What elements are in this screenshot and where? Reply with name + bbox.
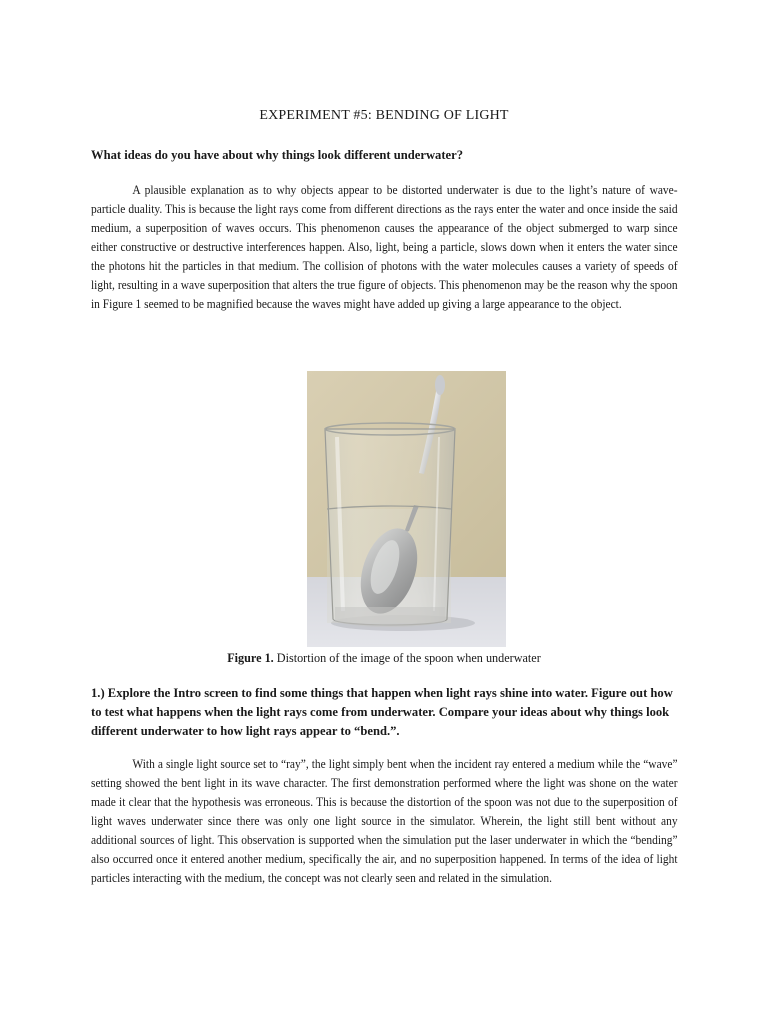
figure-caption — [0, 651, 768, 666]
figure-caption-text: Distortion of the image of the spoon when underwater — [276, 651, 541, 665]
paragraph-one: With a single light source set to “ray”, the light simply bent when the incident ray entered a medium while the “wave” setting showed the bent light in its wave character. The first demonstration performed where the light was shone on the water made it clear that the hypothesis was erroneous. This is because the distortion of the spoon was not due to the superposition of light waves underwater since there was only one light source in the simulator. Wherein, the light still bent without any additional sources of light. This observation is supported when the simulation put the laser underwater in which the “bending” also occurred once it entered another medium, specifically the air, and no superposition happened. In terms of the idea of light particles interacting with the medium, the concept was not clearly seen and related in the simulation. — [91, 757, 678, 885]
question-one: 1.) Explore the Intro screen to find some things that happen when light rays shine into water. Figure out how to test what happens when the light rays come from underwater. Compare your ideas about why things look different underwater to how light rays appear to “bend.”. — [91, 686, 673, 738]
document-title: EXPERIMENT #5: BENDING OF LIGHT — [259, 108, 509, 123]
figure-label: Figure 1. — [227, 651, 274, 665]
question-main: What ideas do you have about why things look different underwater? — [91, 148, 464, 162]
figure-spoon-in-glass-photo — [307, 371, 506, 647]
paragraph-main: A plausible explanation as to why objects appear to be distorted underwater is due to the light’s nature of wave-particle duality. This is because the light rays come from different directions as the rays enter the water and once inside the said medium, a superposition of waves occurs. This phenomenon causes the appearance of the object submerged to warp since either constructive or destructive interferences happen. Also, light, being a particle, slows down when it enters the water since the photons hit the particles in that medium. The collision of photons with the water molecules causes a variety of speeds of light, resulting in a wave superposition that alters the true figure of objects. This phenomenon may be the reason why the spoon in Figure 1 seemed to be magnified because the waves might have added up giving a large appearance to the object. — [91, 183, 678, 311]
